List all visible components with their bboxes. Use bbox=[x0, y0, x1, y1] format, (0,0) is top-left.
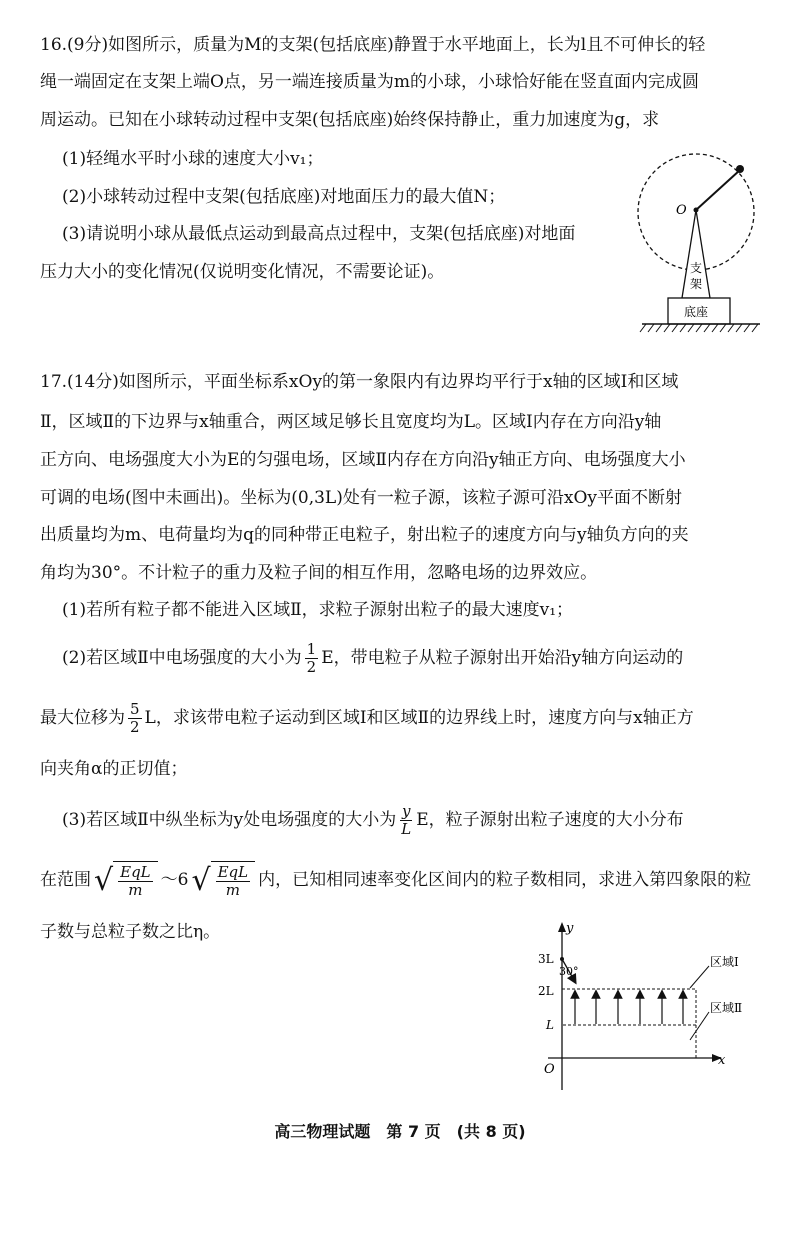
q16-part-3a: (3)请说明小球从最低点运动到最高点过程中，支架(包括底座)对地面 bbox=[62, 224, 576, 244]
q16-part-3b: 压力大小的变化情况(仅说明变化情况，不需要论证)。 bbox=[40, 262, 445, 282]
fraction-denominator: m bbox=[225, 880, 240, 899]
q17-line-5: 出质量均为m、电荷量均为q的同种带正电粒子，射出粒子的速度方向与y轴负方向的夹 bbox=[40, 525, 689, 545]
q17-region-1-leader bbox=[690, 966, 709, 988]
q17-label-x: x bbox=[718, 1053, 726, 1068]
q17-part-2-fraction-half bbox=[305, 641, 319, 676]
q17-part-2-line-2 bbox=[40, 700, 694, 736]
q17-line-6: 角均为30°。不计粒子的重力及粒子间的相互作用，忽略电场的边界效应。 bbox=[40, 563, 598, 583]
fraction-numerator: EqL bbox=[217, 862, 249, 881]
q17-y-axis-arrow bbox=[558, 922, 566, 932]
fraction-denominator: 2 bbox=[306, 658, 317, 676]
q16-label-support-1: 支 bbox=[690, 261, 703, 275]
fraction-numerator: y bbox=[401, 802, 411, 820]
q17-part-2-text-a: (2)若区域Ⅱ中电场强度的大小为 bbox=[62, 648, 302, 668]
q17-line-1: 17.(14分)如图所示，平面坐标系xOy的第一象限内有边界均平行于x轴的区域Ⅰ和区域 bbox=[40, 372, 679, 392]
q17-part-2-text-c: 最大位移为 bbox=[40, 708, 125, 728]
q17-label-origin: O bbox=[544, 1062, 555, 1077]
q17-label-3l: 3L bbox=[538, 952, 554, 966]
q17-part-2-text-e: 向夹角α的正切值； bbox=[40, 759, 188, 779]
q17-part-3-text-e: 子数与总粒子数之比η。 bbox=[40, 922, 221, 942]
q17-part-3-text-d: 内，已知相同速率变化区间内的粒子数相同，求进入第四象限的粒 bbox=[258, 870, 752, 890]
fraction-numerator: EqL bbox=[120, 862, 151, 881]
q17-part-3-tilde: ～6 bbox=[160, 870, 189, 890]
q17-label-y: y bbox=[566, 921, 574, 936]
q17-line-2: Ⅱ，区域Ⅱ的下边界与x轴重合，两区域足够长且宽度均为L。区域Ⅰ内存在方向沿y轴 bbox=[40, 412, 662, 432]
q17-part-3-sqrt-1: √ $\frac{\text{EqL}}{m}$ bbox=[94, 861, 158, 901]
q16-label-support-2: 架 bbox=[690, 277, 703, 291]
q17-label-region-1: 区域Ⅰ bbox=[710, 955, 739, 969]
q16-label-base: 底座 bbox=[684, 305, 709, 319]
fraction-denominator: L bbox=[401, 820, 412, 838]
q16-ground-hatch bbox=[640, 324, 758, 332]
q17-figure bbox=[528, 920, 743, 1105]
q16-figure bbox=[630, 148, 770, 348]
q17-region-2-leader bbox=[690, 1012, 709, 1040]
q16-rope bbox=[696, 170, 740, 210]
q17-part-3-text-a: (3)若区域Ⅱ中纵坐标为y处电场强度的大小为 bbox=[62, 810, 397, 830]
q17-part-2-fraction-five-halves bbox=[128, 701, 142, 736]
q16-ball bbox=[736, 165, 744, 173]
q17-part-2-line-1 bbox=[62, 640, 683, 676]
q17-line-3: 正方向、电场强度大小为E的匀强电场，区域Ⅱ内存在方向沿y轴正方向、电场强度大小 bbox=[40, 450, 686, 470]
sqrt-fraction bbox=[216, 864, 251, 899]
fraction-numerator: 5 bbox=[130, 700, 140, 718]
q17-part-1: (1)若所有粒子都不能进入区域Ⅱ，求粒子源射出粒子的最大速度v₁； bbox=[62, 600, 574, 620]
q17-label-angle: 30° bbox=[559, 965, 579, 978]
q16-part-1: (1)轻绳水平时小球的速度大小v₁； bbox=[62, 149, 324, 169]
page-footer: 高三物理试题 第 7 页 (共 8 页) bbox=[274, 1122, 526, 1141]
q17-part-3-text-c: 在范围 bbox=[40, 870, 91, 890]
q17-label-2l: 2L bbox=[538, 984, 554, 998]
q17-region-1-box bbox=[562, 989, 696, 1025]
q16-part-2: (2)小球转动过程中支架(包括底座)对地面压力的最大值N； bbox=[62, 187, 506, 207]
q16-line-3: 周运动。已知在小球转动过程中支架(包括底座)始终保持静止，重力加速度为g，求 bbox=[40, 110, 660, 130]
q16-line-2: 绳一端固定在支架上端O点，另一端连接质量为m的小球，小球恰好能在竖直面内完成圆 bbox=[40, 72, 700, 92]
q17-part-2-text-b: E，带电粒子从粒子源射出开始沿y轴方向运动的 bbox=[321, 648, 684, 668]
q17-label-region-2: 区域Ⅱ bbox=[710, 1001, 743, 1015]
fraction-denominator: m bbox=[128, 880, 143, 899]
sqrt-fraction bbox=[118, 864, 153, 899]
q17-part-3-line-2 bbox=[40, 858, 751, 902]
q17-line-4: 可调的电场(图中未画出)。坐标为(0,3L)处有一粒子源，该粒子源可沿xOy平面不断射 bbox=[40, 488, 682, 508]
q17-part-3-text-b: E，粒子源射出粒子速度的大小分布 bbox=[416, 810, 684, 830]
fraction-numerator: 1 bbox=[306, 640, 317, 658]
q17-part-2-text-d: L，求该带电粒子运动到区域Ⅰ和区域Ⅱ的边界线上时，速度方向与x轴正方 bbox=[144, 708, 694, 728]
fraction-denominator: 2 bbox=[130, 718, 140, 736]
q17-field-arrows bbox=[575, 994, 683, 1024]
q16-line-1: 16.(9分)如图所示，质量为M的支架(包括底座)静置于水平地面上，长为l且不可伸长的轻 bbox=[40, 35, 706, 55]
q17-part-3-line-1 bbox=[62, 802, 684, 838]
q17-label-l: L bbox=[546, 1018, 554, 1032]
q17-part-3-sqrt-2: √ $\frac{\text{EqL}}{m}$ bbox=[191, 861, 255, 901]
q16-label-o: O bbox=[676, 203, 687, 218]
q17-part-3-fraction-y-over-l bbox=[399, 803, 413, 838]
